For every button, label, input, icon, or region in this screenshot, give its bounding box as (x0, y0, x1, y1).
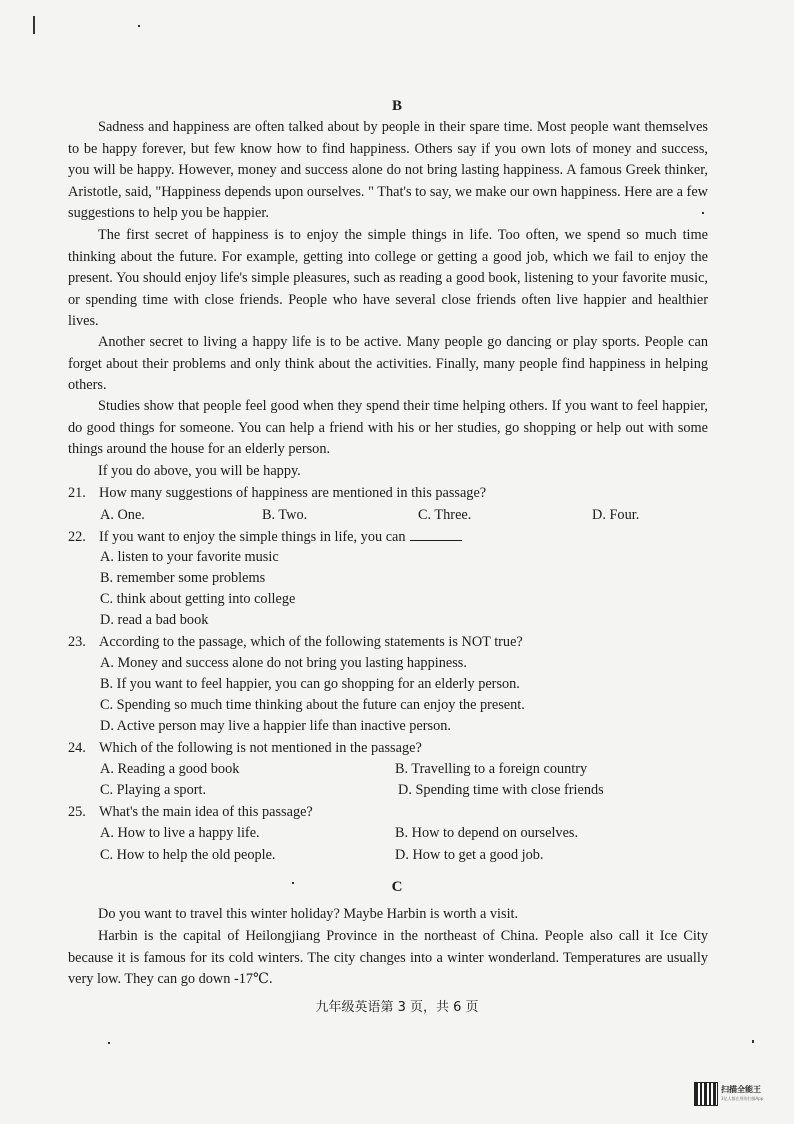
scan-mark (33, 16, 35, 34)
answer-blank[interactable] (410, 526, 462, 541)
section-b-paragraph-1: Sadness and happiness are often talked about by people in their spare time. Most people want themselves to be happy forever, but few know how to find happiness. Others say if you own lots of money and success, you will be happy. However, money and success alone do not bring lasting happiness. A famous Greek thinker, Aristotle, said, "Happiness depends upon ourselves. " That's to say, we make our own happiness. Here are a few suggestions to help you be happier. (68, 119, 708, 222)
option-25d[interactable]: D. How to get a good job. (395, 847, 544, 863)
option-25c[interactable]: C. How to help the old people. (100, 847, 276, 863)
scan-dot (108, 1042, 110, 1044)
option-23a[interactable]: A. Money and success alone do not bring you lasting happiness. (100, 655, 467, 671)
scan-dot (752, 1040, 754, 1043)
question-25 (68, 802, 708, 823)
section-b-paragraph-4: Studies show that people feel good when they spend their time helping others. If you want to feel happier, do good things for someone. You can help a friend with his or her studies, go shopping or help out with some things around the house for an elderly person. (68, 398, 708, 458)
question-number: 25. (68, 804, 86, 820)
question-text: If you want to enjoy the simple things in life, you can (99, 529, 406, 545)
option-22c[interactable]: C. think about getting into college (100, 591, 296, 607)
option-24c[interactable]: C. Playing a sport. (100, 782, 207, 798)
option-23c[interactable]: C. Spending so much time thinking about the future can enjoy the present. (100, 697, 525, 713)
option-22b[interactable]: B. remember some problems (100, 570, 266, 586)
option-23d[interactable]: D. Active person may live a happier life than inactive person. (100, 718, 451, 734)
question-23 (68, 632, 708, 653)
question-21 (68, 483, 708, 504)
option-22a[interactable]: A. listen to your favorite music (100, 549, 279, 565)
question-number: 24. (68, 740, 86, 756)
scan-dot (702, 212, 704, 214)
option-25b[interactable]: B. How to depend on ourselves. (395, 825, 579, 841)
scan-dot (138, 25, 140, 27)
option-21a[interactable]: A. One. (100, 507, 145, 523)
option-22d[interactable]: D. read a bad book (100, 612, 209, 628)
section-c-title: C (391, 879, 403, 895)
section-b-paragraph-3: Another secret to living a happy life is to be active. Many people go dancing or play sports. People can forget about their problems and only think about the activities. Finally, many people find happiness in helping others. (68, 334, 708, 394)
section-b-paragraph-5: If you do above, you will be happy. (98, 463, 301, 479)
question-number: 22. (68, 529, 86, 545)
question-22 (68, 526, 708, 548)
option-21b[interactable]: B. Two. (262, 507, 308, 523)
scan-dot (292, 882, 294, 884)
question-number: 23. (68, 634, 86, 650)
stamp-subtitle: 3亿人都在用的扫描App (721, 1096, 764, 1101)
qr-code-icon (694, 1082, 718, 1106)
section-c-paragraph-2: Harbin is the capital of Heilongjiang Province in the northeast of China. People also call it Ice City because it is famous for its cold winters. The city changes into a winter wonderland. Temperatures are usually very low. They can go down -17℃. (68, 928, 708, 988)
scanner-stamp (694, 1082, 780, 1108)
question-text: How many suggestions of happiness are mentioned in this passage? (99, 485, 487, 501)
stamp-name: 扫描全能王 (721, 1085, 761, 1094)
section-b-title: B (391, 98, 402, 114)
question-text: According to the passage, which of the following statements is NOT true? (99, 634, 523, 650)
option-24a[interactable]: A. Reading a good book (100, 761, 240, 777)
option-24d[interactable]: D. Spending time with close friends (398, 782, 604, 798)
page-footer: 九年级英语第 3 页，共 6 页 (315, 1000, 479, 1015)
option-21c[interactable]: C. Three. (418, 507, 472, 523)
option-24b[interactable]: B. Travelling to a foreign country (395, 761, 588, 777)
option-21d[interactable]: D. Four. (592, 507, 640, 523)
question-number: 21. (68, 485, 86, 501)
question-text: Which of the following is not mentioned in the passage? (99, 740, 422, 756)
section-c-paragraph-1: Do you want to travel this winter holiday? Maybe Harbin is worth a visit. (98, 906, 519, 922)
option-25a[interactable]: A. How to live a happy life. (100, 825, 260, 841)
question-text: What's the main idea of this passage? (99, 804, 313, 820)
question-24 (68, 738, 708, 759)
section-b-paragraph-2: The first secret of happiness is to enjoy the simple things in life. Too often, we spend so much time thinking about the future. For example, getting into college or getting a good job, which we fail to enjoy the present. You should enjoy life's simple pleasures, such as reading a good book, listening to your favorite music, or spending time with close friends. People who have several close friends often live happier and healthier lives. (68, 227, 708, 330)
option-23b[interactable]: B. If you want to feel happier, you can go shopping for an elderly person. (100, 676, 520, 692)
